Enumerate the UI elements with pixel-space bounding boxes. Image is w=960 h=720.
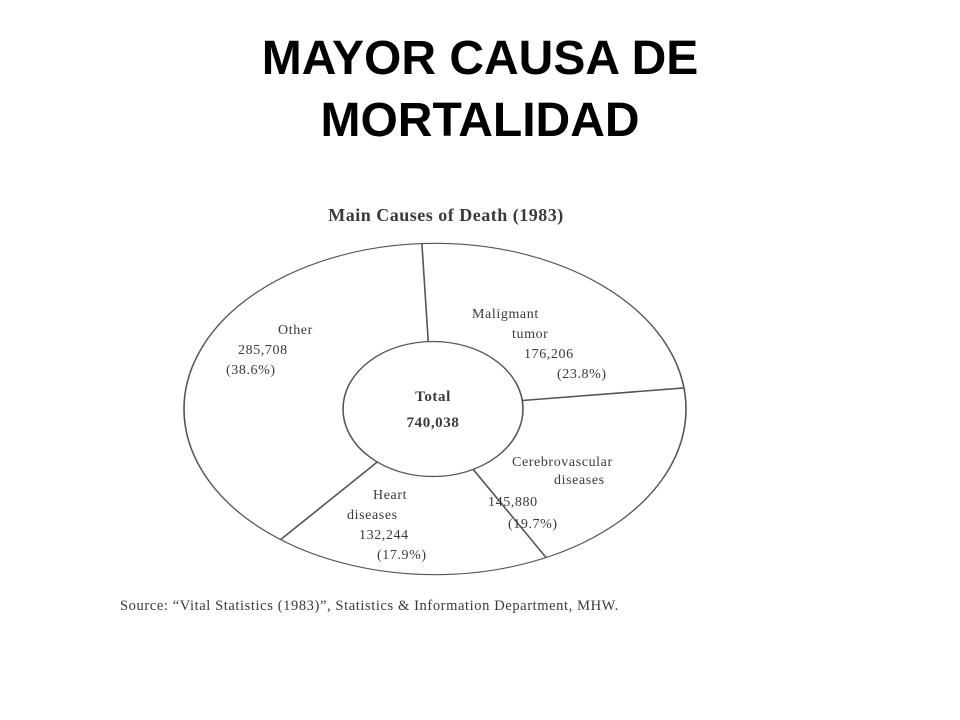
slice-label-line-1: Cerebrovascular (512, 455, 613, 470)
slice-value-label: 176,206 (524, 347, 574, 362)
center-total-value: 740,038 (406, 415, 460, 431)
slide-title-line-1: MAYOR CAUSA DE (261, 32, 699, 85)
source-note: Source: “Vital Statistics (1983)”, Statistics & Information Department, MHW. (120, 598, 619, 614)
slice-label-line-1: Heart (373, 488, 408, 503)
slice-percent-label: (38.6%) (226, 363, 276, 378)
donut-center-circle (343, 342, 523, 477)
slide-title-line-2: MORTALIDAD (320, 94, 640, 147)
donut-outer-ring (184, 243, 686, 574)
slice-label-line-2: diseases (554, 473, 605, 488)
slice-percent-label: (19.7%) (508, 517, 558, 532)
slice-percent-label: (23.8%) (557, 367, 607, 382)
slice-boundary-line (422, 243, 428, 342)
slice-boundary-line (473, 469, 546, 558)
slice-percent-label: (17.9%) (377, 548, 427, 563)
chart-title: Main Causes of Death (1983) (328, 205, 564, 225)
slice-label-line-1: Other (278, 323, 313, 338)
center-total-label: Total (415, 389, 451, 405)
slice-label-line-2: tumor (512, 327, 549, 342)
slice-boundary-line (522, 388, 684, 401)
slice-label-line-1: Maligmant (472, 307, 539, 322)
slice-value-label: 132,244 (359, 528, 409, 543)
slice-value-label: 285,708 (238, 343, 288, 358)
slice-label-line-2: diseases (347, 508, 398, 523)
slice-value-label: 145,880 (488, 495, 538, 510)
